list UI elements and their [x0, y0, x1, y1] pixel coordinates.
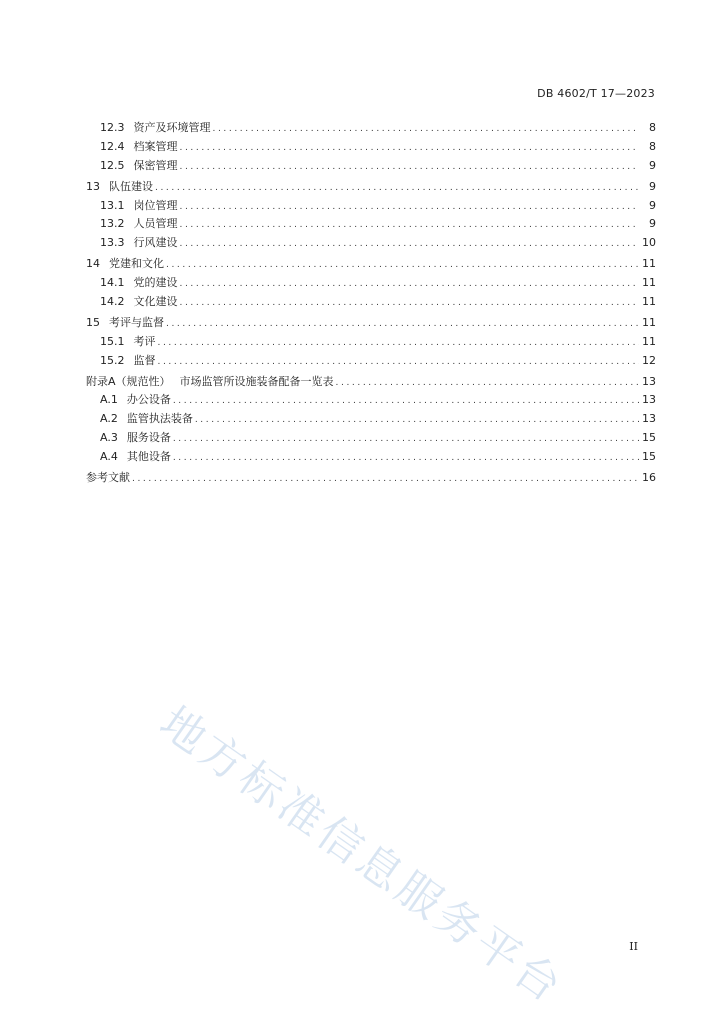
toc-entry-page: 8: [649, 121, 656, 134]
toc-dot-leader: [173, 449, 639, 468]
toc-entry-number: 13.2: [100, 217, 125, 231]
toc-entry-title: 办公设备: [126, 393, 171, 407]
toc-entry[interactable]: [86, 178, 656, 197]
toc-dot-leader: [173, 392, 639, 411]
toc-entry-title: 服务设备: [126, 431, 171, 445]
toc-entry[interactable]: [86, 410, 656, 429]
toc-entry[interactable]: [86, 314, 656, 333]
toc-entry-page: 10: [642, 236, 656, 250]
toc-dot-leader: [132, 470, 639, 489]
toc-entry-title: 其他设备: [126, 450, 171, 464]
toc-entry-title: 文化建设: [133, 295, 178, 309]
toc-entry-page: 11: [642, 334, 656, 348]
toc-entry-title: 监管执法装备: [126, 412, 193, 426]
toc-entry-number: 14.2: [100, 295, 125, 309]
toc-entry-number: 12.4: [100, 139, 125, 153]
toc-entry-number: A.2: [100, 412, 118, 426]
toc-entry-page: 12: [642, 353, 656, 367]
toc-dot-leader: [180, 235, 640, 254]
toc-entry-page: 13: [642, 412, 656, 426]
watermark: 地方标准信息服务平台: [150, 697, 573, 1015]
toc-dot-leader: [180, 139, 640, 158]
toc-entry[interactable]: [86, 215, 656, 234]
toc-entry-title: 保密管理: [133, 158, 178, 172]
toc-entry-title: 岗位管理: [133, 198, 178, 212]
toc-dot-leader: [180, 158, 640, 177]
toc-entry[interactable]: [86, 333, 656, 352]
toc-entry-page: 13: [642, 393, 656, 407]
toc-entry-number: 13: [86, 179, 100, 193]
toc-entry-number: A.3: [100, 431, 118, 445]
toc-entry-number: 14: [86, 257, 100, 271]
toc-dot-leader: [166, 256, 639, 275]
toc-entry[interactable]: [86, 293, 656, 312]
toc-dot-leader: [195, 411, 639, 430]
toc-entry-number: 13.3: [100, 236, 125, 250]
toc-entry[interactable]: [86, 234, 656, 253]
toc-entry[interactable]: [86, 119, 656, 138]
toc-entry-title: 考评与监督: [109, 315, 164, 329]
toc-entry-number: A.1: [100, 393, 118, 407]
toc-entry-page: 11: [642, 315, 656, 329]
toc-entry[interactable]: [86, 429, 656, 448]
toc-dot-leader: [158, 353, 640, 372]
toc-dot-leader: [155, 179, 639, 198]
toc-entry-number: 14.1: [100, 276, 125, 290]
page-number: II: [629, 940, 638, 953]
toc-entry-number: 15: [86, 315, 100, 329]
toc-entry[interactable]: [86, 274, 656, 293]
toc-dot-leader: [180, 198, 640, 217]
document-code: DB 4602/T 17—2023: [537, 87, 655, 100]
toc-entry-page: 9: [649, 198, 656, 212]
toc-entry-number: 15.1: [100, 334, 125, 348]
toc-entry-page: 11: [642, 257, 656, 271]
toc-entry-title: 资产及环境管理: [133, 121, 211, 134]
toc-entry[interactable]: [86, 138, 656, 157]
toc-entry-page: 16: [642, 471, 656, 485]
toc-entry-page: 11: [642, 295, 656, 309]
toc-entry-number: 附录A（规范性）: [86, 374, 171, 388]
toc-entry[interactable]: [86, 469, 656, 488]
toc-entry-title: 参考文献: [86, 471, 130, 485]
toc-entry-title: 队伍建设: [109, 179, 153, 193]
toc-entry-number: 13.1: [100, 198, 125, 212]
toc-dot-leader: [158, 334, 640, 353]
toc-entry-title: 党的建设: [133, 276, 178, 290]
toc-dot-leader: [180, 294, 640, 313]
toc-entry-number: 15.2: [100, 353, 125, 367]
toc-entry-page: 9: [649, 158, 656, 172]
toc-entry[interactable]: [86, 197, 656, 216]
toc-entry-title: 考评: [133, 334, 156, 348]
toc-entry-page: 9: [649, 217, 656, 231]
toc-entry-page: 13: [642, 374, 656, 388]
toc-entry-title: 监督: [133, 353, 156, 367]
toc-entry-number: 12.5: [100, 158, 125, 172]
toc-dot-leader: [173, 430, 639, 449]
toc-entry[interactable]: [86, 373, 656, 392]
toc-entry-number: 12.3: [100, 121, 125, 134]
toc-entry-title: 行风建设: [133, 236, 178, 250]
toc-entry-page: 15: [642, 431, 656, 445]
table-of-contents: [86, 119, 656, 488]
toc-entry-page: 8: [649, 139, 656, 153]
toc-entry-title: 党建和文化: [109, 257, 164, 271]
toc-entry[interactable]: [86, 448, 656, 467]
toc-entry[interactable]: [86, 352, 656, 371]
toc-entry-title: 人员管理: [133, 217, 178, 231]
toc-entry[interactable]: [86, 391, 656, 410]
toc-dot-leader: [166, 315, 639, 334]
toc-entry-title: 档案管理: [133, 139, 178, 153]
toc-entry-page: 9: [649, 179, 656, 193]
toc-dot-leader: [180, 275, 640, 294]
toc-dot-leader: [213, 120, 640, 139]
toc-entry-page: 11: [642, 276, 656, 290]
toc-entry-page: 15: [642, 450, 656, 464]
toc-entry[interactable]: [86, 157, 656, 176]
toc-dot-leader: [180, 216, 640, 235]
toc-entry-title: 市场监管所设施装备配备一览表: [179, 374, 334, 388]
toc-entry-number: A.4: [100, 450, 118, 464]
toc-dot-leader: [336, 374, 639, 393]
toc-entry[interactable]: [86, 255, 656, 274]
